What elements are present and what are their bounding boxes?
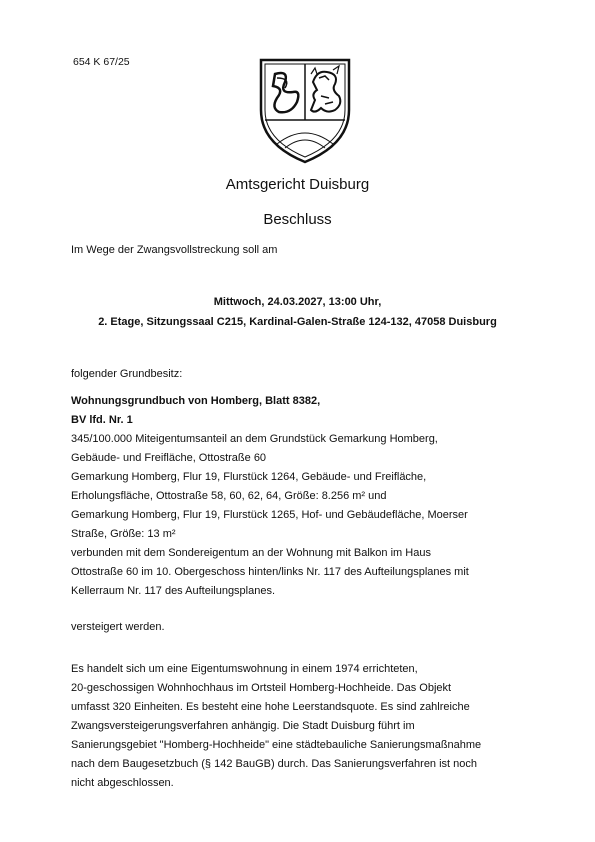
property-line: Gebäude- und Freifläche, Ottostraße 60 xyxy=(71,452,267,464)
property-line: Kellerraum Nr. 117 des Aufteilungsplanes. xyxy=(71,585,276,597)
property-line: Ottostraße 60 im 10. Obergeschoss hinten/links Nr. 117 des Aufteilungsplanes mit xyxy=(71,566,469,578)
document-title: Beschluss xyxy=(263,211,332,228)
property-line: Gemarkung Homberg, Flur 19, Flurstück 1264, Gebäude- und Freifläche, xyxy=(71,471,427,483)
auction-text: versteigert werden. xyxy=(71,621,165,633)
intro-text: Im Wege der Zwangsvollstreckung soll am xyxy=(71,244,278,256)
appointment-location: 2. Etage, Sitzungssaal C215, Kardinal-Galen-Straße 124-132, 47058 Duisburg xyxy=(98,316,497,328)
property-description xyxy=(71,392,531,601)
description-line: Sanierungsgebiet "Homberg-Hochheide" eine städtebauliche Sanierungsmaßnahme xyxy=(71,739,482,751)
description-line: umfasst 320 Einheiten. Es besteht eine hohe Leerstandsquote. Es sind zahlreiche xyxy=(71,701,470,713)
register-line: Wohnungsgrundbuch von Homberg, Blatt 8382, xyxy=(71,395,321,407)
property-line: Erholungsfläche, Ottostraße 58, 60, 62, 64, Größe: 8.256 m² und xyxy=(71,490,387,502)
property-line: Straße, Größe: 13 m² xyxy=(71,528,176,540)
appointment-date: Mittwoch, 24.03.2027, 13:00 Uhr, xyxy=(213,296,382,308)
property-line: 345/100.000 Miteigentumsanteil an dem Grundstück Gemarkung Homberg, xyxy=(71,433,438,445)
property-line: Gemarkung Homberg, Flur 19, Flurstück 1265, Hof- und Gebäudefläche, Moerser xyxy=(71,509,468,521)
item-line: BV lfd. Nr. 1 xyxy=(71,414,133,426)
description-line: 20-geschossigen Wohnhochhaus im Ortsteil Homberg-Hochheide. Das Objekt xyxy=(71,682,452,694)
court-name: Amtsgericht Duisburg xyxy=(225,176,370,193)
description-line: nach dem Baugesetzbuch (§ 142 BauGB) durch. Das Sanierungsverfahren ist noch xyxy=(71,758,478,770)
case-number: 654 K 67/25 xyxy=(73,56,130,68)
coat-of-arms-icon xyxy=(255,52,355,164)
property-label: folgender Grundbesitz: xyxy=(71,368,183,380)
property-line: verbunden mit dem Sondereigentum an der Wohnung mit Balkon im Haus xyxy=(71,547,431,559)
object-description xyxy=(71,660,541,793)
description-line: nicht abgeschlossen. xyxy=(71,777,174,789)
description-line: Zwangsversteigerungsverfahren anhängig. Die Stadt Duisburg führt im xyxy=(71,720,415,732)
description-line: Es handelt sich um eine Eigentumswohnung in einem 1974 errichteten, xyxy=(71,663,418,675)
